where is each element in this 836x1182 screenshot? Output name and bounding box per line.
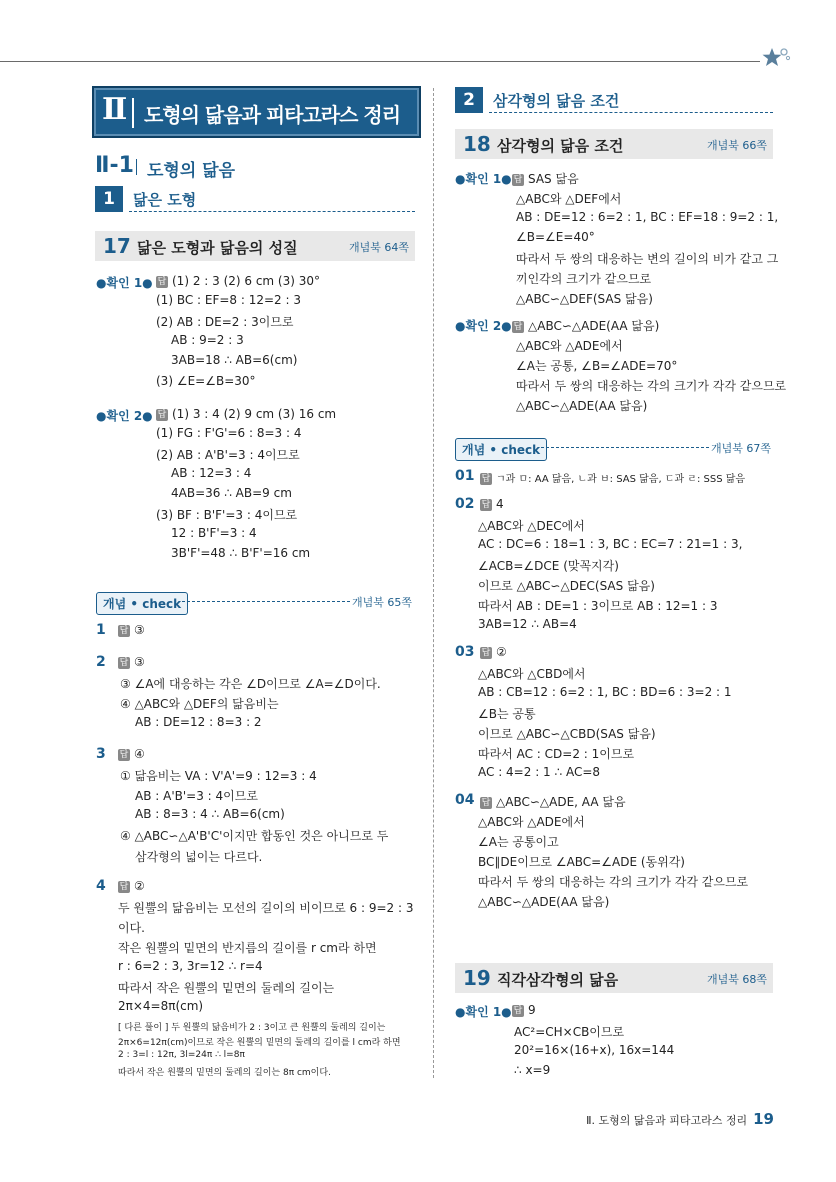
- solution-line: 4AB=36 ∴ AB=9 cm: [171, 486, 292, 500]
- topic-title: 직각삼각형의 닮음: [497, 971, 619, 989]
- answer-line: 답 (1) 3 : 4 (2) 9 cm (3) 16 cm: [157, 407, 337, 421]
- column-divider: [433, 88, 434, 1078]
- solution-line: △ABC와 △CBD에서: [478, 667, 586, 681]
- topic-number: 18: [463, 132, 491, 156]
- solution-line: △ABC∽△DEF(SAS 닮음): [516, 292, 653, 306]
- answer-icon: 답: [481, 648, 491, 658]
- concept-check-reference: 개념북 67쪽: [711, 442, 771, 455]
- subsection-number: 2: [455, 87, 483, 113]
- solution-line: 이므로 △ABC∽△DEC(SAS 닮음): [478, 579, 655, 593]
- solution-line: AB : A'B'=3 : 4이므로: [135, 789, 258, 803]
- solution-line: 삼각형의 넓이는 다르다.: [135, 850, 263, 864]
- solution-line: (2) AB : DE=2 : 3이므로: [156, 315, 294, 329]
- solution-line: r : 6=2 : 3, 3r=12 ∴ r=4: [118, 959, 263, 973]
- check-label: ●확인 1●: [455, 1005, 512, 1019]
- solution-line: 따라서 두 쌍의 대응하는 각의 크기가 각각 같으므로: [478, 875, 749, 889]
- question-number: 4: [96, 878, 106, 894]
- topic-reference: 개념북 68쪽: [707, 973, 767, 986]
- solution-line: △ABC∽△ADE(AA 닮음): [516, 399, 648, 413]
- solution-line: 따라서 작은 원뿔의 밑면의 둘레의 길이는: [118, 981, 335, 995]
- topic-reference: 개념북 64쪽: [349, 241, 409, 254]
- solution-line: 3AB=18 ∴ AB=6(cm): [171, 353, 298, 367]
- solution-line: 12 : B'F'=3 : 4: [171, 526, 257, 540]
- solution-line: △ABC∽△ADE(AA 닮음): [478, 895, 610, 909]
- concept-check-bar: [96, 592, 414, 612]
- question-number: 02: [455, 496, 475, 512]
- solution-line: AB : 9=2 : 3: [171, 333, 244, 347]
- topic-number: 17: [103, 234, 131, 258]
- solution-line: AC : 4=2 : 1 ∴ AC=8: [478, 765, 601, 779]
- chapter-banner: [92, 86, 421, 138]
- solution-line: ∴ x=9: [514, 1063, 551, 1077]
- solution-line: ∠B는 공통: [478, 707, 536, 721]
- solution-line: AB : DE=12 : 6=2 : 1, BC : EF=18 : 9=2 : 1,: [516, 210, 779, 224]
- solution-line: 작은 원뿔의 밑면의 반지름의 길이를 r cm라 하면: [118, 941, 377, 955]
- solution-line: 이므로 △ABC∽△CBD(SAS 닮음): [478, 727, 656, 741]
- solution-line: 끼인각의 크기가 같으므로: [516, 272, 652, 286]
- solution-line: 3AB=12 ∴ AB=4: [478, 617, 577, 631]
- answer-icon: 답: [119, 882, 129, 892]
- solution-line: △ABC와 △DEF에서: [516, 192, 622, 206]
- solution-line: 2π×4=8π(cm): [118, 999, 204, 1013]
- topic-19: [455, 963, 773, 993]
- solution-line: AB : DE=12 : 8=3 : 2: [135, 715, 262, 729]
- answer-icon: 답: [157, 277, 167, 287]
- solution-line: AB : 12=3 : 4: [171, 466, 252, 480]
- answer-icon: 답: [119, 750, 129, 760]
- solution-line: (1) FG : F'G'=6 : 8=3 : 4: [156, 426, 302, 440]
- solution-line: 3B'F'=48 ∴ B'F'=16 cm: [171, 546, 311, 560]
- check-label: ●확인 1●: [96, 276, 153, 290]
- check-label: ●확인 1●: [455, 172, 512, 186]
- solution-line: 20²=16×(16+x), 16x=144: [514, 1043, 675, 1057]
- solution-line: (1) BC : EF=8 : 12=2 : 3: [156, 293, 301, 307]
- footer-text: Ⅱ. 도형의 닮음과 피타고라스 정리: [586, 1114, 748, 1127]
- alt-solution-line: 2π×6=12π(cm)이므로 작은 원뿔의 밑면의 둘레의 길이를 l cm라 하면: [118, 1038, 401, 1048]
- solution-line: 따라서 AC : CD=2 : 1이므로: [478, 747, 635, 761]
- question-number: 01: [455, 468, 475, 484]
- subsection-2: [455, 87, 773, 113]
- topic-title: 닮은 도형과 닮음의 성질: [137, 239, 298, 257]
- answer-icon: 답: [481, 474, 491, 484]
- solution-line: ∠A는 공통, ∠B=∠ADE=70°: [516, 359, 678, 373]
- star-icon: [762, 46, 792, 72]
- solution-line: 두 원뿔의 닮음비는 모선의 길이의 비이므로 6 : 9=2 : 3: [118, 901, 414, 915]
- subsection-1: [95, 186, 415, 212]
- answer-icon: 답: [157, 410, 167, 420]
- answer-line: 답 4: [481, 497, 504, 511]
- chapter-number: Ⅱ: [102, 92, 128, 127]
- concept-check-bar: [455, 438, 773, 458]
- answer-line: 답 SAS 닮음: [513, 172, 579, 186]
- top-rule: [0, 61, 760, 62]
- question-number: 2: [96, 654, 106, 670]
- question-number: 04: [455, 792, 475, 808]
- page-number: 19: [753, 1110, 774, 1128]
- solution-line: AC²=CH×CB이므로: [514, 1025, 625, 1039]
- solution-line: AB : CB=12 : 6=2 : 1, BC : BD=6 : 3=2 : 1: [478, 685, 732, 699]
- section-title: 도형의 닮음: [147, 161, 236, 181]
- check-label: ●확인 2●: [455, 319, 512, 333]
- topic-18: [455, 129, 773, 159]
- solution-line: ① 닮음비는 VA : V'A'=9 : 12=3 : 4: [120, 769, 317, 783]
- answer-icon: 답: [481, 798, 491, 808]
- question-number: 1: [96, 622, 106, 638]
- solution-line: ∠B=∠E=40°: [516, 230, 595, 244]
- solution-line: AC : DC=6 : 18=1 : 3, BC : EC=7 : 21=1 : 3,: [478, 537, 743, 551]
- question-number: 3: [96, 746, 106, 762]
- solution-line: ∠A는 공통이고: [478, 835, 559, 849]
- answer-line: 답 9: [513, 1003, 536, 1017]
- answer-icon: 답: [513, 322, 523, 332]
- answer-line: 답 ③: [119, 623, 145, 637]
- solution-line: AB : 8=3 : 4 ∴ AB=6(cm): [135, 807, 285, 821]
- section-heading: [95, 153, 236, 181]
- answer-icon: 답: [513, 175, 523, 185]
- subsection-title: 삼각형의 닮음 조건: [493, 92, 620, 110]
- answer-icon: 답: [481, 500, 491, 510]
- answer-line: 답 ②: [119, 879, 145, 893]
- answer-line: 답 △ABC∽△ADE(AA 닮음): [513, 319, 660, 333]
- topic-reference: 개념북 66쪽: [707, 139, 767, 152]
- topic-17: [95, 231, 415, 261]
- solution-line: ④ △ABC와 △DEF의 닮음비는: [120, 697, 279, 711]
- solution-line: (2) AB : A'B'=3 : 4이므로: [156, 448, 300, 462]
- solution-line: (3) BF : B'F'=3 : 4이므로: [156, 508, 298, 522]
- chapter-divider: [132, 98, 134, 128]
- topic-title: 삼각형의 닮음 조건: [497, 137, 624, 155]
- solution-line: 이다.: [118, 921, 145, 935]
- solution-line: ④ △ABC∽△A'B'C'이지만 합동인 것은 아니므로 두: [120, 829, 389, 843]
- concept-check-label: 개념 • check: [96, 592, 188, 615]
- concept-check-reference: 개념북 65쪽: [352, 596, 412, 609]
- solution-line: △ABC와 △ADE에서: [516, 339, 623, 353]
- section-number: Ⅱ-1: [95, 153, 134, 178]
- answer-line: 답 ㄱ과 ㅁ: AA 닮음, ㄴ과 ㅂ: SAS 닮음, ㄷ과 ㄹ: SSS 닮음: [481, 474, 746, 485]
- solution-line: 따라서 AB : DE=1 : 3이므로 AB : 12=1 : 3: [478, 599, 718, 613]
- answer-line: 답 ③: [119, 655, 145, 669]
- alt-solution-line: 따라서 작은 원뿔의 밑면의 둘레의 길이는 8π cm이다.: [118, 1068, 331, 1078]
- alt-solution-line: 2 : 3=l : 12π, 3l=24π ∴ l=8π: [118, 1050, 245, 1060]
- concept-check-label: 개념 • check: [455, 438, 547, 461]
- page-footer: [586, 1110, 774, 1128]
- answer-line: 답 ②: [481, 645, 507, 659]
- solution-line: (3) ∠E=∠B=30°: [156, 374, 256, 388]
- alt-solution-line: [ 다른 풀이 ] 두 원뿔의 닮음비가 2 : 3이고 큰 원뿔의 둘레의 길이는: [118, 1023, 386, 1033]
- solution-line: ∠ACB=∠DCE (맞꼭지각): [478, 559, 619, 573]
- chapter-title: 도형의 닮음과 피타고라스 정리: [144, 103, 401, 127]
- answer-icon: 답: [119, 658, 129, 668]
- subsection-number: 1: [95, 186, 123, 212]
- question-number: 03: [455, 644, 475, 660]
- check-label: ●확인 2●: [96, 409, 153, 423]
- topic-number: 19: [463, 966, 491, 990]
- answer-icon: 답: [119, 626, 129, 636]
- solution-line: BC∥DE이므로 ∠ABC=∠ADE (동위각): [478, 855, 685, 869]
- subsection-title: 닮은 도형: [133, 191, 197, 209]
- solution-line: 따라서 두 쌍의 대응하는 변의 길이의 비가 같고 그: [516, 252, 779, 266]
- answer-line: 답 (1) 2 : 3 (2) 6 cm (3) 30°: [157, 274, 321, 288]
- solution-line: ③ ∠A에 대응하는 각은 ∠D이므로 ∠A=∠D이다.: [120, 677, 381, 691]
- solution-line: △ABC와 △DEC에서: [478, 519, 585, 533]
- answer-icon: 답: [513, 1006, 523, 1016]
- answer-line: 답 ④: [119, 747, 145, 761]
- answer-line: 답 △ABC∽△ADE, AA 닮음: [481, 795, 626, 809]
- solution-line: △ABC와 △ADE에서: [478, 815, 585, 829]
- solution-line: 따라서 두 쌍의 대응하는 각의 크기가 각각 같으므로: [516, 379, 787, 393]
